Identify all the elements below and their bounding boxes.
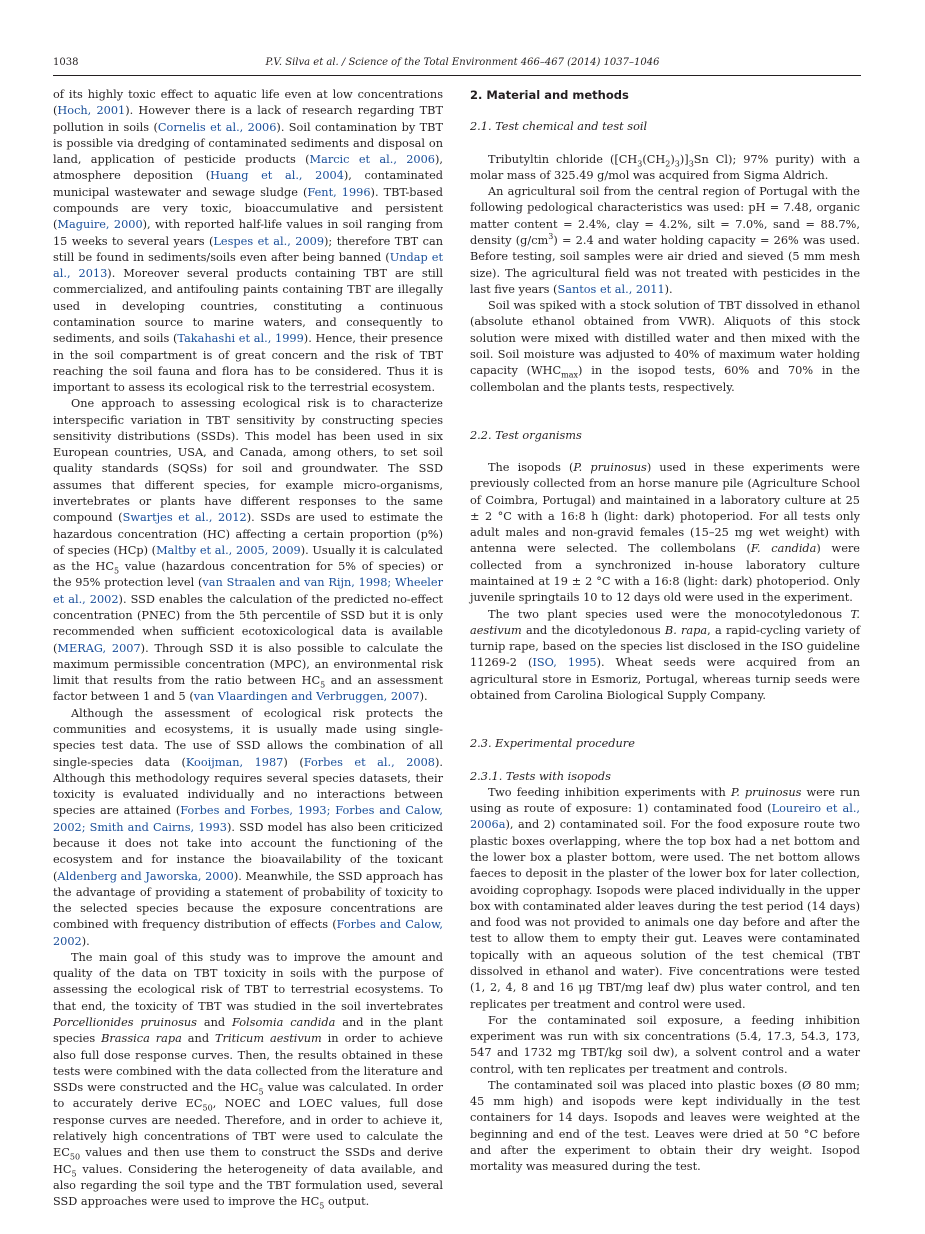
section-heading: 2. Material and methods [470, 88, 629, 102]
left-column [53, 87, 443, 1210]
citation-link[interactable]: Forbes and Calow, 2002 [53, 918, 443, 948]
subsection-heading: 2.3. Experimental procedure [470, 737, 635, 751]
paragraph: Two feeding inhibition experiments with P. pruinosus were run using as route of exposure: 1) contaminated food (Loureiro et al., 2006a), and 2) contaminated soil. For the food exposure route two plastic boxes overlapping, where the top box had a net bottom and the lower box a plaster bottom, were used. The net bottom allows faeces to deposit in the plaster of the lower box for later collection, avoiding coprophagy. Isopods were placed individually in the upper box with contaminated alder leaves during the test period (14 days) and food was not provided to animals one day before and after the test to allow them to empty their gut. Leaves were contaminated topically with an aqueous solution of the test chemical (TBT dissolved in ethanol and water). Five concentrations were tested (1, 2, 4, 8 and 16 μg TBT/mg leaf dw) plus water control, and ten replicates per treatment and control were used. [470, 785, 861, 1011]
header-rule [53, 75, 861, 76]
running-title: P.V. Silva et al. / Science of the Total Environment 466–467 (2014) 1037–1046 [265, 57, 660, 68]
citation-link[interactable]: Kooijman, 1987 [185, 755, 284, 769]
subsubsection-heading: 2.3.1. Tests with isopods [470, 769, 611, 783]
citation-link[interactable]: Maltby et al., 2005, 2009 [156, 543, 301, 557]
citation-link[interactable]: Fent, 1996 [307, 185, 371, 199]
paragraph: The isopods (P. pruinosus) used in these experiments were previously collected from an horse manure pile (Agriculture School of Coimbra, Portugal) and maintained in a laboratory culture at 25 ± 2 °C with a 16:8 h (light: dark) photoperiod. For all tests only adult males and non-gravid females (15–25 mg wet weight) with antenna were selected. The collembolans (F. candida) were collected from a synchronized in-house laboratory culture maintained at 19 ± 2 °C with a 16:8 (light: dark) photoperiod. Only juvenile springtails 10 to 12 days old were used in the experiment. [470, 461, 860, 605]
paragraph: One approach to assessing ecological risk is to characterize interspecific variation in TBT sensitivity by constructing species sensitivity distributions (SSDs). This model has been used in six European countries, USA, and Canada, among others, to set soil quality standards (SQSs) for soil and groundwater. The SSD assumes that different species, for example micro-organisms, invertebrates or plants have different responses to the same compound (Swartjes et al., 2012). SSDs are used to estimate the hazardous concentration (HC) affecting a certain proportion (p%) of species (HCp) (Maltby et al., 2005, 2009). Usually it is calculated as the $HC_5$ value (hazardous concentration for 5% of species) or the 95% protection level (van Straalen and van Rijn, 1998; Wheeler et al., 2002). SSD enables the calculation of the predicted no-effect concentration (PNEC) from the 5th percentile of SSD but it is only recommended when sufficient ecotoxicological data is available (MERAG, 2007). Through SSD it is also possible to calculate the maximum permissible concentration (MPC), an environmental risk limit that results from the ratio between $HC_5$ and an assessment factor between 1 and 5 (van Vlaardingen and Verbruggen, 2007). [53, 397, 444, 704]
right-column [470, 87, 860, 1176]
paragraph: For the contaminated soil exposure, a feeding inhibition experiment was run with six concentrations (5.4, 17.3, 54.3, 173, 547 and 1732 mg TBT/kg soil dw), a solvent control and a water control, with ten replicates per treatment and controls. [470, 1013, 860, 1076]
paragraph: of its highly toxic effect to aquatic life even at low concentrations (Hoch, 2001). However there is a lack of research regarding TBT pollution in soils (Cornelis et al., 2006). Soil contamination by TBT is possible via dredging of contaminated sediments and disposal on land, application of pesticide products (Marcic et al., 2006), atmosphere deposition (Huang et al., 2004), contaminated municipal wastewater and sewage sludge (Fent, 1996). TBT-based compounds are very toxic, bioaccumulative and persistent (Maguire, 2000), with reported half-life values in soil ranging from 15 weeks to several years (Lespes et al., 2009); therefore TBT can still be found in sediments/soils even after being banned (Undap et al., 2013). Moreover several products containing TBT are still commercialized, and antifouling paints containing TBT are illegally used in developing countries, constituting a continuous contamination source to marine waters, and consequently to sediments, and soils (Takahashi et al., 1999). Hence, their presence in the soil compartment is of great concern and the risk of TBT reaching the soil fauna and flora has to be considered. Thus it is important to assess its ecological risk to the terrestrial ecosystem. [53, 88, 444, 395]
subsection-heading: 2.2. Test organisms [470, 428, 582, 442]
citation-link[interactable]: Cornelis et al., 2006 [157, 120, 277, 134]
citation-link[interactable]: van Straalen and van Rijn, 1998; Wheeler et al., 2002 [53, 576, 443, 606]
citation-link[interactable]: Lespes et al., 2009 [213, 234, 325, 248]
citation-link[interactable]: Forbes and Forbes, 1993; Forbes and Calow, 2002; Smith and Cairns, 1993 [53, 804, 443, 834]
citation-link[interactable]: Huang et al., 2004 [210, 169, 344, 183]
citation-link[interactable]: Takahashi et al., 1999 [177, 332, 304, 346]
citation-link[interactable]: Maguire, 2000 [57, 218, 143, 232]
paragraph: The contaminated soil was placed into plastic boxes (Ø 80 mm; 45 mm high) and isopods were kept individually in the test containers for 14 days. Isopods and leaves were weighted at the beginning and end of the test. Leaves were dried at 50 °C before and after the experiment to obtain their dry weight. Isopod mortality was measured during the test. [470, 1078, 860, 1174]
citation-link[interactable]: Undap et al., 2013 [53, 250, 443, 281]
citation-link[interactable]: ISO, 1995 [532, 656, 597, 670]
citation-link[interactable]: Forbes et al., 2008 [303, 755, 435, 769]
citation-link[interactable]: Loureiro et al., 2006a [470, 802, 861, 832]
citation-link[interactable]: Aldenberg and Jaworska, 2000 [57, 869, 234, 883]
citation-link[interactable]: van Vlaardingen and Verbruggen, 2007 [193, 690, 420, 704]
paragraph: An agricultural soil from the central region of Portugal with the following pedological characteristics was used: pH = 7.48, organic matter content = 2.4%, clay = 4.2%, silt = 7.0%, sand = 88.7%, density $(g/cm^3) = 2.4$ and water holding capacity = 26% was used. Before testing, soil samples were air dried and sieved (5 mm mesh size). The agricultural field was not treated with pesticides in the last five years (Santos et al., 2011). [470, 185, 861, 296]
paragraph: Soil was spiked with a stock solution of TBT dissolved in ethanol (absolute ethanol obtained from VWR). Aliquots of this stock solution were mixed with distilled water and then mixed with the soil. Soil moisture was adjusted to 40% of maximum water holding capacity $(WHC_{max})$ in the isopod tests, 60% and 70% in the collembolan and the plants tests, respectively. [470, 299, 860, 394]
citation-link[interactable]: Marcic et al., 2006 [309, 153, 435, 167]
subsection-heading: 2.1. Test chemical and test soil [470, 120, 648, 134]
page-number: 1038 [53, 57, 79, 68]
paragraph: Tributyltin chloride $([CH_3(CH_2)_3)]_3Sn$ Cl); 97% purity) with a molar mass of 325.49 g/mol was acquired from Sigma Aldrich. [470, 152, 860, 182]
paragraph: The two plant species used were the monocotyledonous T. aestivum and the dicotyledonous B. rapa, a rapid-cycling variety of turnip rape, based on the species list disclosed in the ISO guideline 11269-2 (ISO, 1995). Wheat seeds were acquired from an agricultural store in Esmoriz, Portugal, whereas turnip seeds were obtained from Carolina Biological Supply Company. [470, 607, 860, 702]
citation-link[interactable]: MERAG, 2007 [57, 641, 141, 655]
citation-link[interactable]: Hoch, 2001 [57, 104, 126, 118]
citation-link[interactable]: Santos et al., 2011 [557, 282, 665, 296]
paragraph: The main goal of this study was to improve the amount and quality of the data on TBT toxicity in soils with the purpose of assessing the ecological risk of TBT to terrestrial ecosystems. To that end, the toxicity of TBT was studied in the soil invertebrates Porcellionides pruinosus and Folsomia candida and in the plant species Brassica rapa and Triticum aestivum in order to achieve also full dose response curves. Then, the results obtained in these tests were combined with the data collected from the literature and SSDs were constructed and the $HC_5$ value was calculated. In order to accurately derive $EC_{50}$, NOEC and LOEC values, full dose response curves are needed. Therefore, and in order to achieve it, relatively high concentrations of TBT were used to calculate the $EC_{50}$ values and then use them to construct the SSDs and derive $HC_5$ values. Considering the heterogeneity of data available, and also regarding the soil type and the TBT formulation used, several SSD approaches were used to improve the $HC_5$ output. [53, 950, 443, 1211]
paragraph: Although the assessment of ecological risk protects the communities and ecosystems, it is usually made using single-species test data. The use of SSD allows the combination of all single-species data (Kooijman, 1987) (Forbes et al., 2008). Although this methodology requires several species datasets, their toxicity is evaluated individually and no interactions between species are attained (Forbes and Forbes, 1993; Forbes and Calow, 2002; Smith and Cairns, 1993). SSD model has also been criticized because it does not take into account the functioning of the ecosystem and for instance the bioavailability of the toxicant (Aldenberg and Jaworska, 2000). Meanwhile, the SSD approach has the advantage of providing a statement of probability of toxicity to the selected species because the exposure concentrations are combined with frequency distribution of effects (Forbes and Calow, 2002). [53, 706, 443, 948]
citation-link[interactable]: Swartjes et al., 2012 [122, 511, 247, 525]
